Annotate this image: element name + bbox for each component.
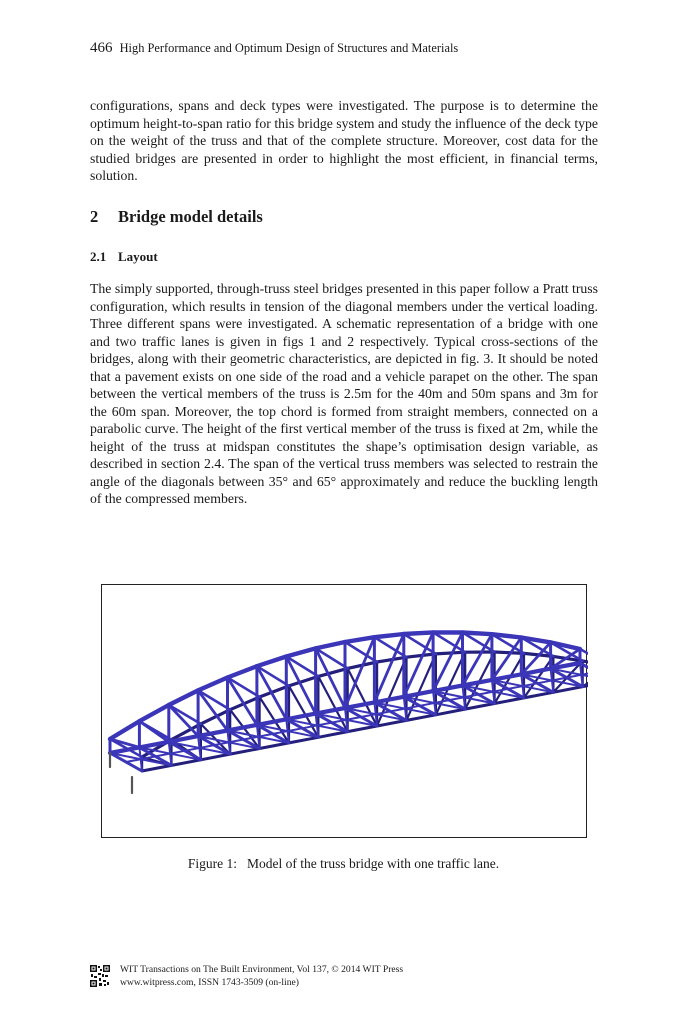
front-bottom-chord [463,680,492,686]
back-top-chord [289,676,318,686]
front-bottom-chord [139,742,168,748]
subsection-number: 2.1 [90,249,107,264]
back-bottom-chord [406,715,435,721]
front-diagonal-member [374,634,403,702]
front-top-chord [257,657,286,667]
back-bottom-chord [260,743,289,749]
back-bottom-chord [171,760,200,766]
front-bottom-chord [257,719,286,725]
front-bottom-chord [345,702,374,708]
section-title: Bridge model details [118,207,263,226]
footer-line-2: www.witpress.com, ISSN 1743-3509 (on-line) [120,977,299,988]
footer-text [120,963,403,989]
front-top-chord [345,637,374,642]
front-top-chord [463,633,492,635]
back-bottom-chord [495,698,524,704]
front-top-chord [521,638,550,643]
front-bottom-chord [316,708,345,714]
top-lateral-strut [198,690,230,709]
front-bottom-chord [433,686,462,692]
figure-caption [0,856,687,872]
section-heading [90,207,263,227]
back-bottom-chord [348,726,377,732]
section-number: 2 [90,207,99,226]
back-bottom-chord [142,765,171,771]
front-top-chord [286,648,315,656]
front-bottom-chord [286,714,315,720]
running-title: High Performance and Optimum Design of Structures and Materials [119,41,459,55]
back-bottom-chord [289,737,318,743]
front-top-chord [169,690,198,705]
page-number: 466 [90,40,113,56]
front-diagonal-member [139,721,168,742]
back-bottom-chord [465,704,494,710]
qr-code-icon [90,965,110,987]
back-bottom-chord [377,720,406,726]
back-bottom-chord [318,732,347,738]
footer-line-1: WIT Transactions on The Built Environment, Vol 137, © 2014 WIT Press [120,964,404,975]
front-bottom-chord [404,691,433,697]
truss-bridge-illustration [102,585,588,839]
front-top-chord [110,721,139,739]
front-top-chord [139,705,168,721]
front-bottom-chord [198,731,227,737]
front-top-chord [374,634,403,637]
front-top-chord [316,642,345,648]
front-top-chord [228,666,257,677]
back-bottom-chord [230,749,259,755]
layout-paragraph: The simply supported, through-truss steel bridges presented in this paper follow a Pratt truss configuration, which results in tension of the diagonal members under the vertical loading. Three different spans were investigated. A schematic representation of a bridge with one and two traffic lanes is given in figs 1 and 2 respectively. Typical cross-sections of the bridges, along with their geometric characteristics, are depicted in fig. 3. It should be noted that a pavement exists on one side of the road and a vehicle parapet on the other. The span between the vertical members of the truss is 2.5m for the 40m and 50m spans and 3m for the 60m span. Moreover, the top chord is formed from straight members, connected on a parabolic curve. The height of the first vertical member of the truss is fixed at 2m, while the height of the truss at midspan constitutes the shape’s optimisation design variable, as described in section 2.4. The span of the vertical truss members was selected to restrain the angle of the diagonals between 35° and 65° approximately and reduce the buckling length of the compressed members. [90,281,598,506]
front-bottom-chord [374,697,403,703]
intro-paragraph: configurations, spans and deck types were investigated. The purpose is to determine the optimum height-to-span ratio for this bridge system and study the influence of the deck type on the weight of the truss and that of the complete structure. Moreover, cost data for the studied bridges are presented in order to highlight the most efficient, in financial terms, solution. [90,98,598,183]
page-footer [90,963,540,993]
figure-label: Figure 1: [187,856,238,871]
front-bottom-chord [228,725,257,731]
back-bottom-chord [201,754,230,760]
back-top-chord [318,668,347,676]
figure-1-frame [101,584,587,838]
front-top-chord [198,678,227,691]
back-bottom-chord [436,709,465,715]
front-top-chord [404,632,433,634]
running-header [90,40,458,57]
subsection-title: Layout [118,249,158,264]
figure-caption-text: Model of the truss bridge with one traffic lane. [247,856,500,871]
subsection-heading [90,249,158,265]
